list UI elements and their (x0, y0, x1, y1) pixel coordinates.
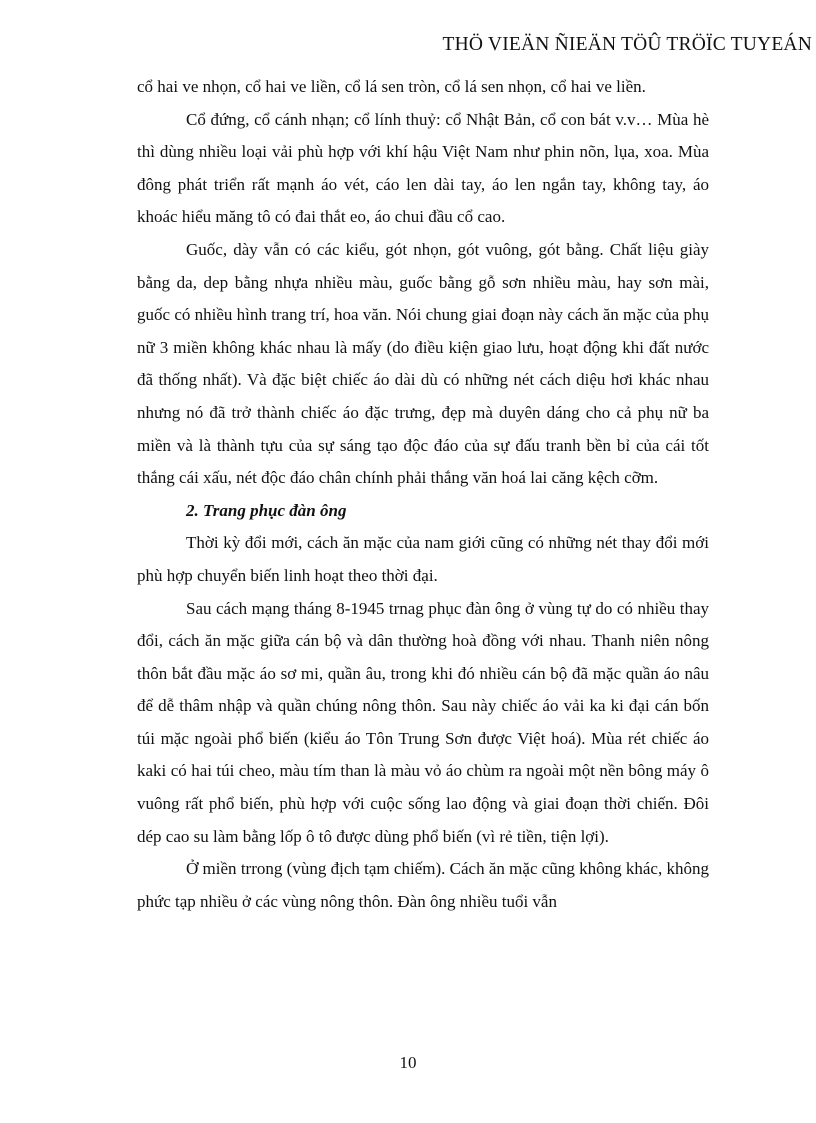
section-heading: 2. Trang phục đàn ông (186, 500, 347, 520)
paragraph: Cổ đứng, cổ cánh nhạn; cổ lính thuỷ: cổ Nhật Bản, cổ con bát v.v… Mùa hè thì dùng nhiều loại vải phù hợp với khí hậu Việt Nam như phin nõn, lụa, xoa. Mùa đông phát triển rất mạnh áo vét, cáo len dài tay, áo len ngắn tay, không tay, áo khoác hiểu măng tô có đai thắt eo, áo chui đầu cổ cao. (137, 109, 709, 227)
paragraph: cổ hai ve nhọn, cổ hai ve liền, cổ lá sen tròn, cổ lá sen nhọn, cổ hai ve liền. (137, 77, 646, 96)
page-header-title: THÖ VIEÄN ÑIEÄN TÖÛ TRÖÏC TUYEÁN (442, 34, 812, 55)
document-body (137, 71, 709, 918)
paragraph: Guốc, dày vẫn có các kiểu, gót nhọn, gót vuông, gót bằng. Chất liệu giày bằng da, dep bằng nhựa nhiều màu, guốc bằng gỗ sơn nhiều màu, hay sơn mài, guốc có nhiều hình trang trí, hoa văn. Nói chung giai đoạn này cách ăn mặc của phụ nữ 3 miền không khác nhau là mấy (do điều kiện giao lưu, hoạt động khi đất nước đã thống nhất). Và đặc biệt chiếc áo dài dù có những nét cách diệu hơi khác nhau nhưng nó đã trở thành chiếc áo đặc trưng, đẹp mà duyên dáng cho cả phụ nữ ba miền và là thành tựu của sự sáng tạo độc đáo của sự đấu tranh bền bỉ của cái tốt thắng cái xấu, nét độc đáo chân chính phải thắng văn hoá lai căng kệch cỡm. (137, 239, 709, 488)
paragraph: Thời kỳ đổi mới, cách ăn mặc của nam giới cũng có những nét thay đổi mới phù hợp chuyển biến linh hoạt theo thời đại. (137, 533, 709, 585)
paragraph: Sau cách mạng tháng 8-1945 trnag phục đàn ông ở vùng tự do có nhiều thay đổi, cách ăn mặc giữa cán bộ và dân thường hoà đồng với nhau. Thanh niên nông thôn bắt đầu mặc áo sơ mi, quần âu, trong khi đó nhiều cán bộ đã mặc quần áo nâu để dễ thâm nhập và quần chúng nông thôn. Sau này chiếc áo vải ka ki đại cán bốn túi mặc ngoài phổ biến (kiểu áo Tôn Trung Sơn được Việt hoá). Mùa rét chiếc áo kaki có hai túi cheo, màu tím than là màu vỏ áo chùm ra ngoài một nền bông máy ô vuông rất phổ biến, phù hợp với cuộc sống lao động và giai đoạn thời chiến. Đôi dép cao su làm bằng lốp ô tô được dùng phổ biến (vì rẻ tiền, tiện lợi). (137, 598, 709, 846)
page-number: 10 (399, 1053, 417, 1072)
paragraph: Ở miền trrong (vùng địch tạm chiếm). Cách ăn mặc cũng không khác, không phức tạp nhiều ở các vùng nông thôn. Đàn ông nhiều tuổi vẫn (137, 859, 709, 911)
